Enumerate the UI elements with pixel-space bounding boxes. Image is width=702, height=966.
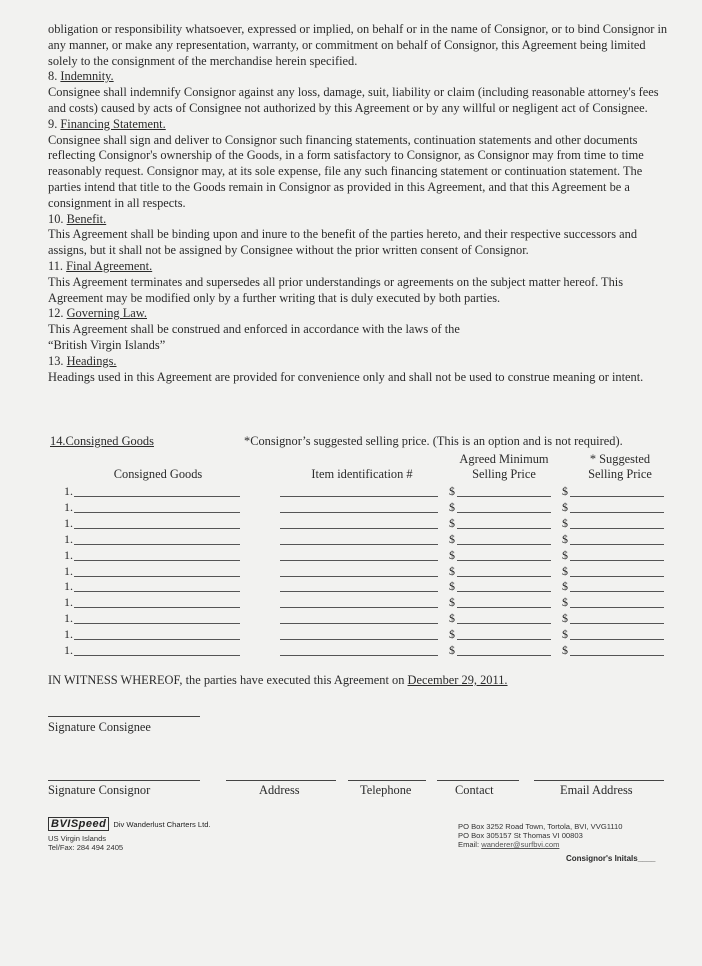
suggested-price-field[interactable] — [570, 528, 664, 529]
agreed-minimum-field[interactable] — [457, 496, 551, 497]
section-text-indemnity: Consignee shall indemnify Consignor against any loss, damage, suit, liability or claim (including reasonable attorney's fees and costs) caused by acts of Consignee not authorized by this Agreement or by any willful or negligent act of Consignee. — [48, 85, 659, 115]
paragraph-continuation: obligation or responsibility whatsoever, expressed or implied, on behalf or in the name of Consignor, or to bind Consignor in any manner, or make any representation, warranty, or commitment on behalf of Consignor, this Agreement being limited solely to the consignment of the merchandise herein specified. — [48, 22, 668, 68]
dollar-sign: $ — [449, 515, 455, 530]
column-header-item-id: Item identification # — [311, 467, 413, 481]
consigned-goods-label: 14.Consigned Goods — [50, 434, 154, 448]
footer-left-contact: US Virgin Islands Tel/Fax: 284 494 2405 — [48, 834, 124, 852]
section-text-financing: Consignee shall sign and deliver to Consignor such financing statements, continuation statements and other documents reflecting Consignor's ownership of the Goods, in a form satisfactory to Consignor, as Consignor may from time to time reasonably request. Consignor may, at its sole expense, file any such financing statement or continuation statement. The parties intend that title to the Goods remain in Consignor as provided in this Agreement, and that this Agreement be a consignment in all respects. — [48, 132, 644, 210]
section-heading-benefit: 10. Benefit. — [48, 211, 107, 226]
signature-line-consignee[interactable] — [48, 716, 200, 717]
goods-row — [0, 643, 702, 659]
goods-row — [0, 532, 702, 548]
goods-row — [0, 579, 702, 595]
company-division: Div Wanderlust Charters Ltd. — [113, 820, 211, 829]
agreed-minimum-field[interactable] — [457, 591, 551, 592]
signature-line-consignor[interactable] — [48, 780, 200, 781]
agreed-minimum-field[interactable] — [457, 655, 551, 656]
suggested-price-field[interactable] — [570, 591, 664, 592]
agreement-body — [48, 22, 670, 385]
row-number: 1. — [64, 563, 73, 578]
item-id-field[interactable] — [280, 623, 438, 624]
email-line[interactable] — [534, 780, 664, 781]
agreed-minimum-field[interactable] — [457, 576, 551, 577]
item-id-field[interactable] — [280, 512, 438, 513]
goods-row — [0, 500, 702, 516]
contact-line[interactable] — [437, 780, 519, 781]
agreed-minimum-field[interactable] — [457, 512, 551, 513]
row-number: 1. — [64, 531, 73, 546]
goods-description-field[interactable] — [74, 655, 240, 656]
dollar-sign: $ — [449, 531, 455, 546]
goods-row — [0, 548, 702, 564]
column-header-suggested: * Suggested Selling Price — [588, 452, 652, 481]
goods-row — [0, 484, 702, 500]
dollar-sign: $ — [562, 515, 568, 530]
dollar-sign: $ — [449, 643, 455, 657]
dollar-sign: $ — [449, 484, 455, 498]
section-text-governing-law: This Agreement shall be construed and enforced in accordance with the laws of the — [48, 322, 460, 337]
address-line[interactable] — [226, 780, 336, 781]
agreed-minimum-field[interactable] — [457, 544, 551, 545]
company-logo — [48, 818, 211, 830]
section-heading-governing-law: 12. Governing Law. — [48, 306, 148, 321]
goods-row — [0, 595, 702, 611]
column-header-goods: Consigned Goods — [113, 467, 203, 481]
signature-label-consignee: Signature Consignee — [48, 720, 151, 734]
section-text-headings: Headings used in this Agreement are provided for convenience only and shall not be used to construe meaning or intent. — [48, 369, 644, 384]
email-link[interactable]: wanderer@surfbvi.com — [481, 840, 560, 849]
suggested-price-field[interactable] — [570, 607, 664, 608]
goods-description-field[interactable] — [74, 607, 240, 608]
suggested-price-field[interactable] — [570, 655, 664, 656]
dollar-sign: $ — [449, 579, 455, 594]
dollar-sign: $ — [562, 595, 568, 610]
dollar-sign: $ — [562, 499, 568, 514]
row-number: 1. — [64, 579, 73, 594]
suggested-price-field[interactable] — [570, 623, 664, 624]
agreed-minimum-field[interactable] — [457, 528, 551, 529]
item-id-field[interactable] — [280, 560, 438, 561]
witness-statement: IN WITNESS WHEREOF, the parties have executed this Agreement on December 29, 2011. — [48, 673, 508, 687]
suggested-price-field[interactable] — [570, 544, 664, 545]
item-id-field[interactable] — [280, 639, 438, 640]
telephone-line[interactable] — [348, 780, 426, 781]
section-heading-indemnity: 8. Indemnity. — [48, 69, 114, 84]
suggested-price-note: *Consignor’s suggested selling price. (This is an option and is not required). — [244, 434, 623, 448]
goods-description-field[interactable] — [74, 512, 240, 513]
section-heading-headings: 13. Headings. — [48, 353, 117, 368]
goods-description-field[interactable] — [74, 496, 240, 497]
suggested-price-field[interactable] — [570, 639, 664, 640]
item-id-field[interactable] — [280, 655, 438, 656]
goods-description-field[interactable] — [74, 576, 240, 577]
dollar-sign: $ — [562, 547, 568, 562]
suggested-price-field[interactable] — [570, 560, 664, 561]
row-number: 1. — [64, 611, 73, 626]
brand-logo-text: BVISpeed — [48, 817, 109, 831]
agreement-date: December 29, 2011. — [407, 673, 508, 687]
goods-row — [0, 564, 702, 580]
dollar-sign: $ — [449, 547, 455, 562]
dollar-sign: $ — [449, 563, 455, 578]
goods-description-field[interactable] — [74, 544, 240, 545]
item-id-field[interactable] — [280, 544, 438, 545]
agreed-minimum-field[interactable] — [457, 607, 551, 608]
section-heading-financing: 9. Financing Statement. — [48, 116, 166, 131]
row-number: 1. — [64, 547, 73, 562]
row-number: 1. — [64, 627, 73, 642]
consignor-initials: Consignor's Initals____ — [566, 854, 656, 863]
column-header-agreed-minimum: Agreed Minimum Selling Price — [459, 452, 549, 481]
suggested-price-field[interactable] — [570, 496, 664, 497]
goods-description-field[interactable] — [74, 639, 240, 640]
signature-label-consignor: Signature Consignor — [48, 783, 151, 797]
goods-description-field[interactable] — [74, 623, 240, 624]
email-label: Email Address — [560, 783, 633, 797]
section-text-final-agreement: This Agreement terminates and supersedes all prior understandings or agreements on the subject matter hereof. This Agreement may be modified only by a further writing that is duly executed by both parties. — [48, 274, 624, 305]
dollar-sign: $ — [562, 627, 568, 642]
dollar-sign: $ — [562, 484, 568, 498]
item-id-field[interactable] — [280, 528, 438, 529]
agreed-minimum-field[interactable] — [457, 560, 551, 561]
row-number: 1. — [64, 484, 73, 498]
section-text-governing-law-jurisdiction: “British Virgin Islands” — [48, 337, 166, 352]
agreed-minimum-field[interactable] — [457, 639, 551, 640]
goods-row — [0, 627, 702, 643]
item-id-field[interactable] — [280, 496, 438, 497]
dollar-sign: $ — [449, 611, 455, 626]
dollar-sign: $ — [562, 643, 568, 657]
suggested-price-field[interactable] — [570, 512, 664, 513]
row-number: 1. — [64, 499, 73, 514]
telephone-label: Telephone — [360, 783, 412, 797]
address-label: Address — [259, 783, 300, 797]
item-id-field[interactable] — [280, 607, 438, 608]
suggested-price-field[interactable] — [570, 576, 664, 577]
dollar-sign: $ — [562, 531, 568, 546]
row-number: 1. — [64, 643, 73, 657]
section-text-benefit: This Agreement shall be binding upon and inure to the benefit of the parties hereto, and their respective successors and assigns, but it shall not be assigned by Consignee without the prior written consent of Consignor. — [48, 227, 638, 258]
goods-row — [0, 516, 702, 532]
dollar-sign: $ — [449, 595, 455, 610]
dollar-sign: $ — [562, 563, 568, 578]
goods-description-field[interactable] — [74, 560, 240, 561]
goods-description-field[interactable] — [74, 591, 240, 592]
contact-label: Contact — [455, 783, 494, 797]
item-id-field[interactable] — [280, 591, 438, 592]
goods-row — [0, 611, 702, 627]
row-number: 1. — [64, 515, 73, 530]
dollar-sign: $ — [449, 499, 455, 514]
dollar-sign: $ — [449, 627, 455, 642]
item-id-field[interactable] — [280, 576, 438, 577]
row-number: 1. — [64, 595, 73, 610]
dollar-sign: $ — [562, 579, 568, 594]
agreed-minimum-field[interactable] — [457, 623, 551, 624]
goods-description-field[interactable] — [74, 528, 240, 529]
section-heading-final-agreement: 11. Final Agreement. — [48, 258, 153, 273]
footer-right-contact: PO Box 3252 Road Town, Tortola, BVI, VVG1110 PO Box 305157 St Thomas VI 00803 Email: wanderer@surfbvi.com — [458, 822, 623, 849]
dollar-sign: $ — [562, 611, 568, 626]
